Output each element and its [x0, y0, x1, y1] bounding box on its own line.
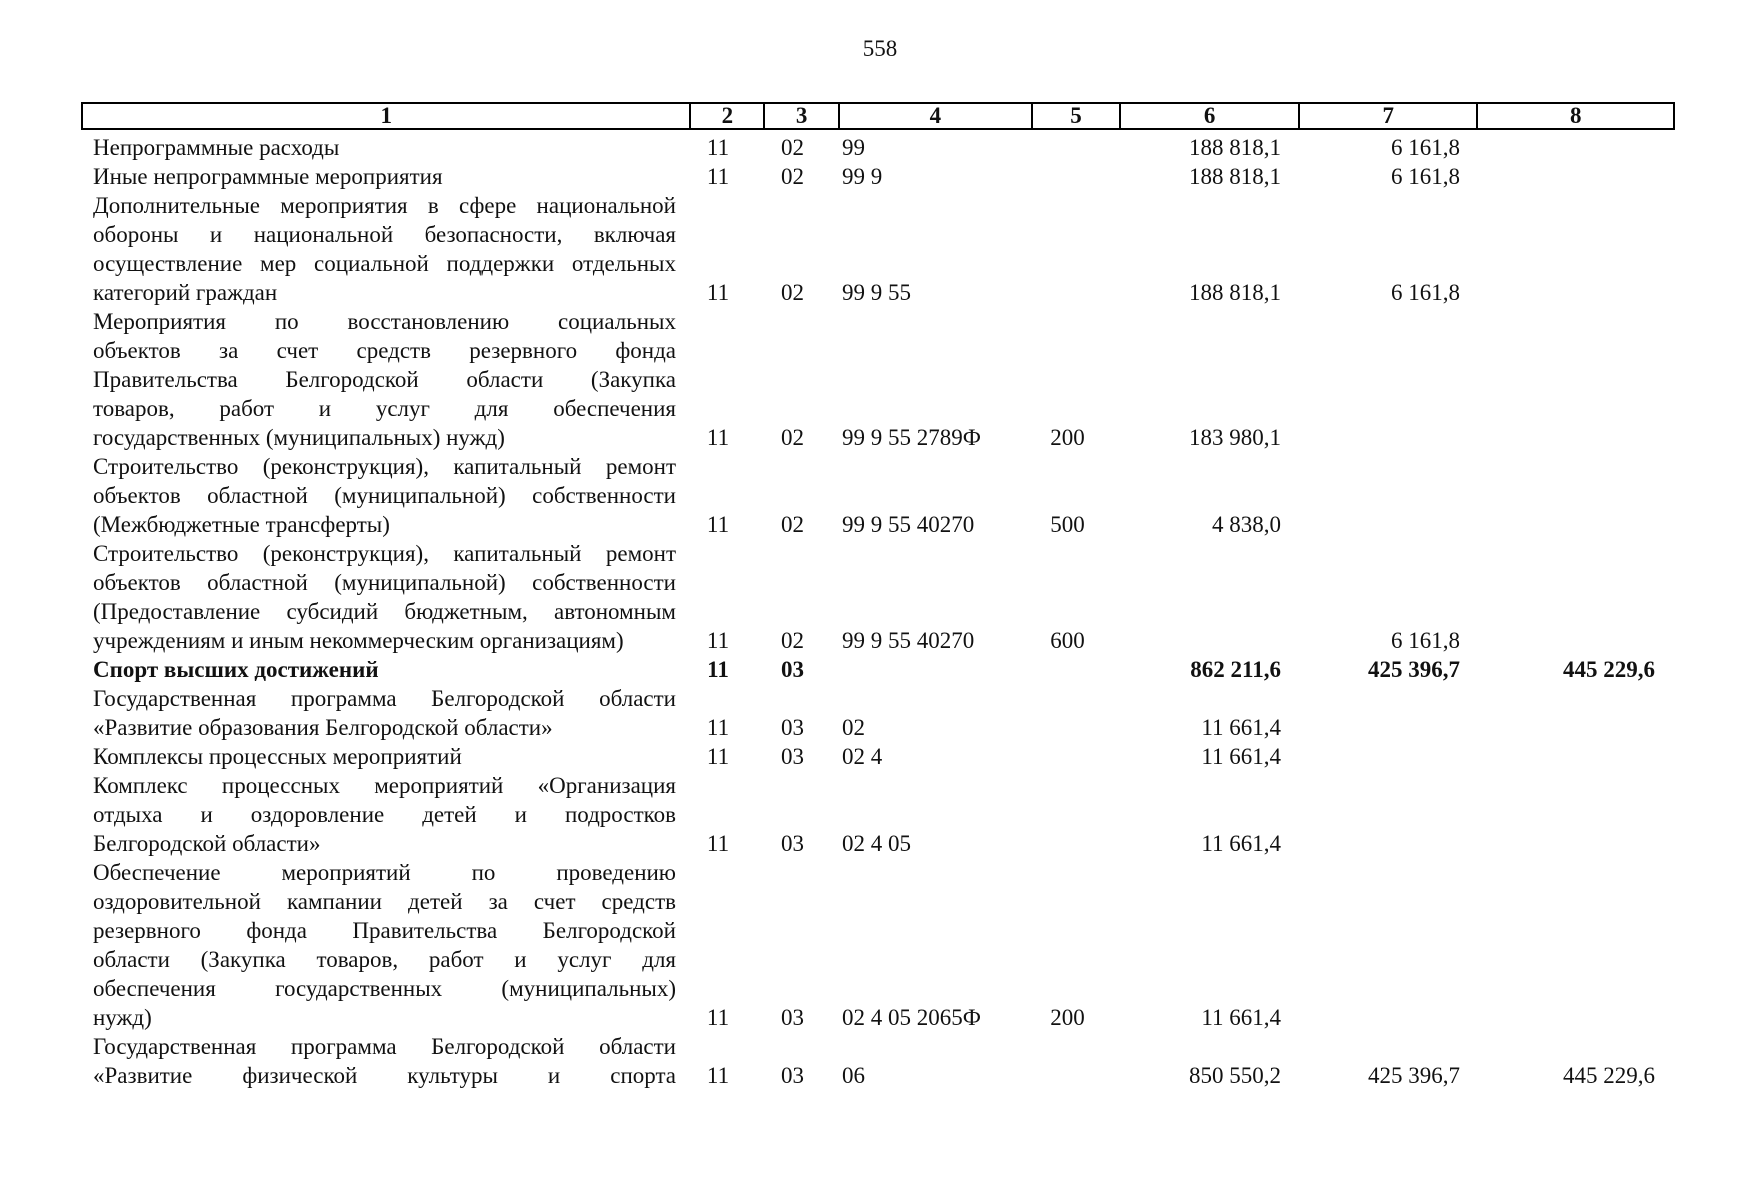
expense-type: 500: [1050, 512, 1085, 537]
subsection-code: 02: [781, 425, 804, 450]
amount-col-6: 188 818,1: [1189, 135, 1281, 160]
amount-col-6: 11 661,4: [1201, 1005, 1281, 1030]
amount-col-6: 850 550,2: [1189, 1063, 1281, 1088]
header-col-3: 3: [765, 104, 840, 128]
description-line: обеспечения государственных (муниципальных): [93, 976, 676, 1001]
description-line: Дополнительные мероприятия в сфере национальной: [93, 193, 676, 218]
amount-col-6: 11 661,4: [1201, 715, 1281, 740]
section-code: 11: [706, 1063, 730, 1088]
target-article: 02 4: [842, 744, 883, 769]
section-code: 11: [706, 831, 730, 856]
subsection-code: 03: [781, 744, 804, 769]
description-line: Спорт высших достижений: [93, 657, 379, 682]
row-description: [81, 771, 681, 858]
target-article: 99 9 55 40270: [842, 512, 975, 537]
target-article: 02 4 05 2065Ф: [842, 1005, 981, 1030]
amount-col-6: 11 661,4: [1201, 831, 1281, 856]
description-line: резервного фонда Правительства Белгородской: [93, 918, 676, 943]
table-row: [81, 307, 1675, 452]
expense-type: 200: [1050, 425, 1085, 450]
description-line: объектов за счет средств резервного фонда: [93, 338, 676, 363]
description-line: Мероприятия по восстановлению социальных: [93, 309, 676, 334]
header-col-7: 7: [1300, 104, 1479, 128]
row-description: [81, 858, 681, 1032]
section-code: 11: [706, 280, 730, 305]
description-line: объектов областной (муниципальной) собственности: [93, 570, 676, 595]
description-line: осуществление мер социальной поддержки отдельных: [93, 251, 676, 276]
row-description: [81, 191, 681, 307]
target-article: 99: [842, 135, 865, 160]
header-col-8: 8: [1569, 103, 1582, 128]
table-row: [81, 771, 1675, 858]
section-code: 11: [706, 135, 730, 160]
expense-type: 200: [1050, 1005, 1085, 1030]
amount-col-7: 6 161,8: [1391, 280, 1460, 305]
subsection-code: 03: [781, 715, 804, 740]
description-line: Государственная программа Белгородской области: [93, 686, 676, 711]
subsection-code: 03: [781, 1063, 804, 1088]
target-article: 99 9 55 40270: [842, 628, 975, 653]
table-row: [81, 655, 1675, 684]
subsection-code: 02: [781, 280, 804, 305]
description-line: учреждениям и иным некоммерческим организациям): [93, 628, 624, 653]
amount-col-8: 445 229,6: [1563, 657, 1655, 682]
subsection-code: 02: [781, 512, 804, 537]
header-col-4: 4: [840, 104, 1033, 128]
section-code: 11: [706, 628, 730, 653]
amount-col-6: 183 980,1: [1189, 425, 1281, 450]
description-line: Строительство (реконструкция), капитальный ремонт: [93, 454, 676, 479]
section-code: 11: [706, 512, 730, 537]
description-line: государственных (муниципальных) нужд): [93, 425, 505, 450]
description-line: оздоровительной кампании детей за счет средств: [93, 889, 676, 914]
row-description: [81, 742, 681, 771]
target-article: 02 4 05: [842, 831, 911, 856]
target-article: 99 9 55: [842, 280, 911, 305]
description-line: Правительства Белгородской области (Закупка: [93, 367, 676, 392]
row-description: [81, 684, 681, 742]
description-line: области (Закупка товаров, работ и услуг для: [93, 947, 676, 972]
table-row: [81, 133, 1675, 162]
row-description: [81, 655, 681, 684]
section-code: 11: [706, 1005, 730, 1030]
subsection-code: 03: [781, 657, 804, 682]
description-line: Непрограммные расходы: [93, 135, 340, 160]
section-code: 11: [706, 744, 730, 769]
amount-col-8: 445 229,6: [1563, 1063, 1655, 1088]
table-row: [81, 742, 1675, 771]
amount-col-7: 6 161,8: [1391, 628, 1460, 653]
target-article: 02: [842, 715, 865, 740]
header-col-6: 6: [1121, 104, 1300, 128]
description-line: Иные непрограммные мероприятия: [93, 164, 443, 189]
description-line: товаров, работ и услуг для обеспечения: [93, 396, 676, 421]
amount-col-7: 425 396,7: [1368, 1063, 1460, 1088]
subsection-code: 02: [781, 135, 804, 160]
header-col-2: 2: [691, 104, 765, 128]
table-header: [81, 102, 1675, 130]
amount-col-6: 188 818,1: [1189, 280, 1281, 305]
row-description: [81, 1032, 681, 1090]
section-code: 11: [706, 164, 730, 189]
description-line: объектов областной (муниципальной) собственности: [93, 483, 676, 508]
header-col-5: 5: [1033, 104, 1122, 128]
description-line: (Предоставление субсидий бюджетным, автономным: [93, 599, 676, 624]
target-article: 99 9: [842, 164, 883, 189]
table-row: [81, 191, 1675, 307]
row-description: [81, 307, 681, 452]
target-article: 99 9 55 2789Ф: [842, 425, 981, 450]
table-row: [81, 539, 1675, 655]
amount-col-7: 6 161,8: [1391, 164, 1460, 189]
subsection-code: 02: [781, 164, 804, 189]
description-line: обороны и национальной безопасности, включая: [93, 222, 676, 247]
description-line: Белгородской области»: [93, 831, 321, 856]
row-description: [81, 133, 681, 162]
subsection-code: 02: [781, 628, 804, 653]
amount-col-7: 6 161,8: [1391, 135, 1460, 160]
description-line: категорий граждан: [93, 280, 278, 305]
description-line: «Развитие физической культуры и спорта: [93, 1063, 676, 1088]
table-row: [81, 452, 1675, 539]
section-code: 11: [706, 715, 730, 740]
subsection-code: 03: [781, 1005, 804, 1030]
section-code: 11: [707, 657, 729, 682]
table-body: [81, 133, 1675, 1090]
expense-type: 600: [1050, 628, 1085, 653]
description-line: нужд): [93, 1005, 152, 1030]
table-row: [81, 162, 1675, 191]
amount-col-6: 4 838,0: [1212, 512, 1281, 537]
table-row: [81, 858, 1675, 1032]
table-row: [81, 684, 1675, 742]
description-line: Комплекс процессных мероприятий «Организация: [93, 773, 676, 798]
amount-col-6: 188 818,1: [1189, 164, 1281, 189]
amount-col-6: 862 211,6: [1190, 657, 1281, 682]
target-article: 06: [842, 1063, 865, 1088]
description-line: отдыха и оздоровление детей и подростков: [93, 802, 676, 827]
subsection-code: 03: [781, 831, 804, 856]
description-line: Комплексы процессных мероприятий: [93, 744, 462, 769]
header-col-1: 1: [83, 104, 691, 128]
description-line: Государственная программа Белгородской области: [93, 1034, 676, 1059]
row-description: [81, 162, 681, 191]
row-description: [81, 452, 681, 539]
description-line: Строительство (реконструкция), капитальный ремонт: [93, 541, 676, 566]
table-row: [81, 1032, 1675, 1090]
description-line: (Межбюджетные трансферты): [93, 512, 390, 537]
amount-col-6: 11 661,4: [1201, 744, 1281, 769]
amount-col-7: 425 396,7: [1368, 657, 1460, 682]
section-code: 11: [706, 425, 730, 450]
description-line: Обеспечение мероприятий по проведению: [93, 860, 676, 885]
description-line: «Развитие образования Белгородской области»: [93, 715, 553, 740]
row-description: [81, 539, 681, 655]
page-number: 558: [862, 36, 898, 61]
